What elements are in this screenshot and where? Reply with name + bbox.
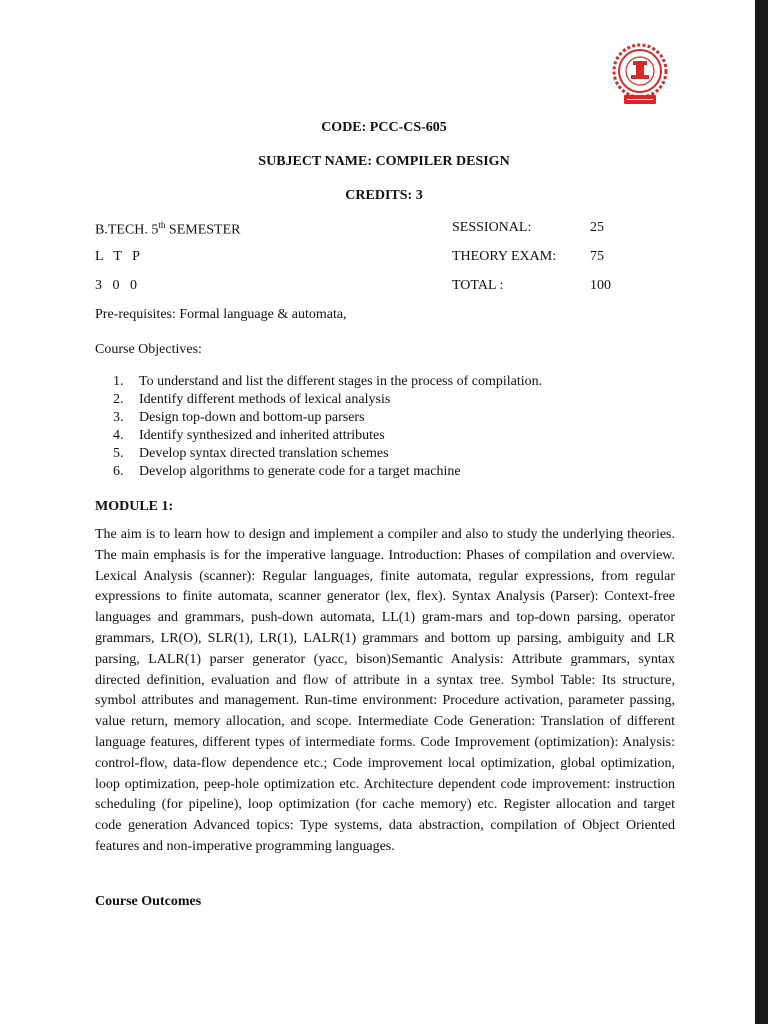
page-edge bbox=[755, 0, 768, 1024]
objectives-list bbox=[113, 373, 542, 481]
list-item: 3. Design top-down and bottom-up parsers bbox=[113, 410, 365, 425]
credits: CREDITS: 3 bbox=[345, 188, 423, 203]
ltp-values: 3 0 0 bbox=[95, 278, 137, 293]
course-code: CODE: PCC-CS-605 bbox=[321, 120, 447, 135]
subject-name: SUBJECT NAME: COMPILER DESIGN bbox=[258, 154, 510, 169]
module-heading: MODULE 1: bbox=[95, 499, 174, 514]
list-item: 4. Identify synthesized and inherited attributes bbox=[113, 428, 385, 443]
theory-exam-value: 75 bbox=[590, 249, 604, 264]
sessional-value: 25 bbox=[590, 220, 604, 235]
theory-exam-label: THEORY EXAM: bbox=[452, 249, 557, 264]
prerequisites: Pre-requisites: Formal language & automata, bbox=[95, 307, 347, 322]
total-value: 100 bbox=[590, 278, 611, 293]
list-item: 6. Develop algorithms to generate code for a target machine bbox=[113, 464, 461, 479]
semester: B.TECH. 5th SEMESTER bbox=[95, 220, 241, 238]
university-seal-icon bbox=[611, 42, 669, 106]
objectives-heading: Course Objectives: bbox=[95, 342, 202, 357]
total-label: TOTAL : bbox=[452, 278, 504, 293]
outcomes-heading: Course Outcomes bbox=[95, 894, 202, 909]
list-item: 1. To understand and list the different stages in the process of compilation. bbox=[113, 374, 543, 389]
ltp-label: L T P bbox=[95, 249, 140, 264]
sessional-label: SESSIONAL: bbox=[452, 220, 532, 235]
list-item: 2. Identify different methods of lexical analysis bbox=[113, 392, 391, 407]
list-item: 5. Develop syntax directed translation schemes bbox=[113, 446, 389, 461]
module-description: The aim is to learn how to design and implement a compiler and also to study the underlying theories. The main emphasis is for the imperative language. Introduction: Phases of compilation and overview. Lexical Analysis (scanner): Regular languages, finite automata, regular expressions, from regular expressions to finite automata, scanner generator (lex, flex). Syntax Analysis (Parser): Context-free languages and grammars, push-down automata, LL(1) gram-mars and top-down parsing, operator grammars, LR(O), SLR(1), LR(1), LALR(1) grammars and bottom up parsing, ambiguity and LR parsing, LALR(1) parser generator (yacc, bison)Semantic Analysis: Attribute grammars, syntax directed definition, evaluation and flow of attribute in a syntax tree. Symbol Table: Its structure, symbol attributes and management. Run-time environment: Procedure activation, parameter passing, value return, memory allocation, and scope. Intermediate Code Generation: Translation of different language features, different types of intermediate forms. Code Improvement (optimization): Analysis: control-flow, data-flow dependence etc.; Code improvement local optimization, global optimization, loop optimization, peep-hole optimization etc. Architecture dependent code improvement: instruction scheduling (for pipeline), loop optimization (for cache memory) etc. Register allocation and target code generation Advanced topics: Type systems, data abstraction, compilation of Object Oriented features and non-imperative programming languages. bbox=[95, 527, 675, 854]
